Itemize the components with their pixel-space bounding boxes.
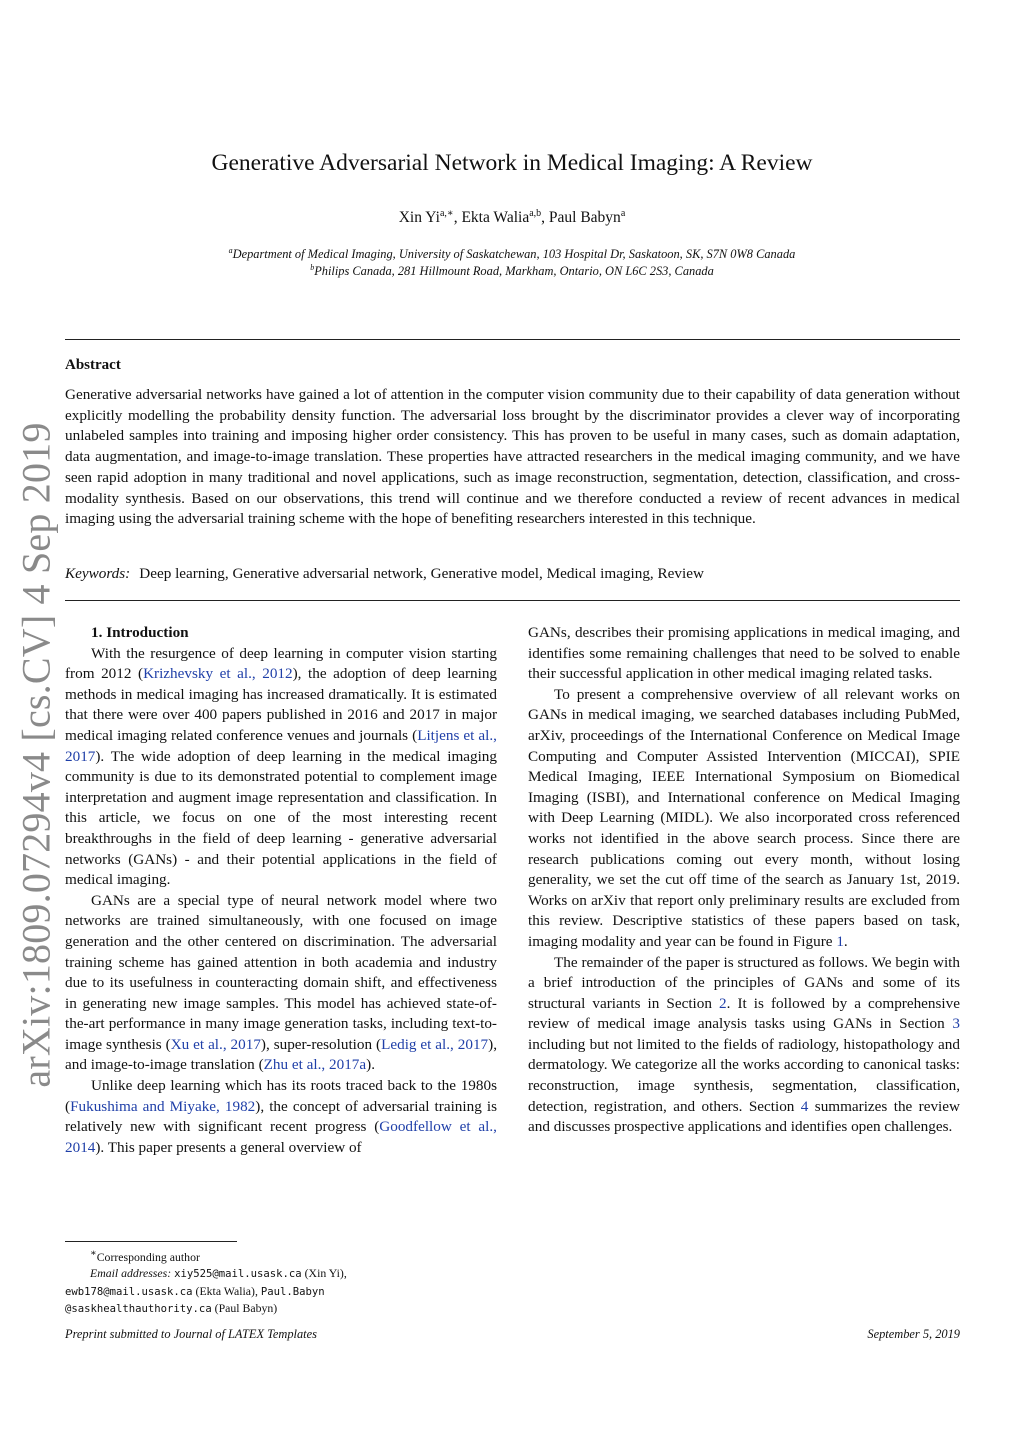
right-column <box>528 623 960 1138</box>
section-heading: 1. Introduction <box>91 624 189 641</box>
citation-link[interactable]: Goodfellow et al., 2014 <box>65 1118 497 1156</box>
abstract-heading: Abstract <box>65 357 121 373</box>
citation-link[interactable]: Zhu et al., 2017a <box>263 1056 367 1074</box>
left-column <box>65 623 497 1158</box>
section-ref-link[interactable]: 3 <box>952 1015 960 1033</box>
citation-link[interactable]: Krizhevsky et al., 2012 <box>143 665 293 683</box>
figure-ref-link[interactable]: 1 <box>836 932 844 950</box>
footnote: ∗Corresponding author Email addresses: xiy525@mail.usask.ca (Xin Yi), ewb178@mail.usask.ca (Ekta Walia), Paul.Babyn @saskhealthauthority.ca (Paul Babyn) <box>65 1248 347 1316</box>
author-sup: a,∗ <box>439 208 454 219</box>
preprint-note: Preprint submitted to Journal of LATEX Templates <box>65 1327 317 1341</box>
citation-link[interactable]: Fukushima and Miyake, 1982 <box>70 1097 256 1115</box>
author-sup: a <box>620 208 626 219</box>
paragraph: To present a comprehensive overview of all relevant works on GANs in medical imaging, we searched databases including PubMed, arXiv, proceedings of the International Conference on Medical Image Computing and Computer Assisted Intervention (MICCAI), SPIE Medical Imaging, IEEE International Symposium on Biomedical Imaging (ISBI), and International conference on Medical Imaging with Deep Learning (MIDL). We also incorporated cross referenced works not identified in the above search process. Since there are research publications coming out every month, without losing generality, we set the cut off time of the search as January 1st, 2019. Works on arXiv that report only preliminary results are excluded from this review. Descriptive statistics of these papers based on task, imaging modality and year can be found in Figure 1. <box>528 685 960 950</box>
date: September 5, 2019 <box>867 1327 960 1341</box>
affiliation-a: $^a$Department of Medical Imaging, University of Saskatchewan, 103 Hospital Dr, Saskatoon, SK, S7N 0W8 Canada <box>228 246 796 262</box>
author-name: Xin Yi <box>398 209 440 227</box>
abstract-body: Generative adversarial networks have gained a lot of attention in the computer vision community due to their capability of data generation without explicitly modelling the probability density function. The adversarial loss brought by the discriminator provides a clever way of incorporating unlabeled samples into training and imposing higher order consistency. This has proven to be useful in many cases, such as domain adaptation, data augmentation, and image-to-image translation. These properties have attracted researchers in the medical imaging community, and we have seen rapid adoption in many traditional and novel applications, such as image reconstruction, segmentation, detection, classification, and cross-modality synthesis. Based on our observations, this trend will continue and we therefore conducted a review of recent advances in medical imaging using the adversarial training scheme with the hope of benefiting researchers interested in this technique. <box>65 386 960 528</box>
top-divider <box>65 339 960 340</box>
paragraph: The remainder of the paper is structured as follows. We begin with a brief introduction of the principles of GANs and some of its structural variants in Section 2. It is followed by a comprehensive review of medical image analysis tasks using GANs in Section 3 including but not limited to the fields of radiology, histopathology and dermatology. We categorize all the works according to canonical tasks: reconstruction, image synthesis, segmentation, classification, detection, registration, and others. Section 4 summarizes the review and discusses prospective applications and identifies open challenges. <box>528 953 960 1136</box>
author-name: Paul Babyn <box>548 209 621 227</box>
paragraph: GANs, describes their promising applications in medical imaging, and identifies some remaining challenges that need to be solved to enable their successful application in other medical imaging related tasks. <box>528 624 960 683</box>
author-sup: a,b <box>529 208 542 219</box>
paragraph: With the resurgence of deep learning in computer vision starting from 2012 (Krizhevsky et al., 2012), the adoption of deep learning methods in medical imaging has increased dramatically. It is estimated that there were over 400 papers published in 2016 and 2017 in major medical imaging related conference venues and journals (Litjens et al., 2017). The wide adoption of deep learning in the medical imaging community is due to its demonstrated potential to complement image interpretation and augment image representation and classification. In this article, we focus on one of the most interesting recent breakthroughs in the field of deep learning - generative adversarial networks (GANs) - and their potential applications in the field of medical imaging. <box>65 644 498 889</box>
footnote-divider <box>65 1241 237 1242</box>
email-link[interactable]: ewb178@mail.usask.ca <box>65 1285 193 1298</box>
section-ref-link[interactable]: 2 <box>719 994 727 1012</box>
section-ref-link[interactable]: 4 <box>800 1097 809 1115</box>
paragraph: Unlike deep learning which has its roots traced back to the 1980s (Fukushima and Miyake, 1982), the concept of adversarial training is relatively new with significant recent progress (Goodfellow et al., 2014). This paper presents a general overview of <box>65 1077 497 1156</box>
affiliation-b: $^b$Philips Canada, 281 Hillmount Road, Markham, Ontario, ON L6C 2S3, Canada <box>310 263 714 279</box>
author-name: Ekta Walia <box>461 209 530 227</box>
arxiv-identifier: arXiv:1809.07294v4 [cs.CV] 4 Sep 2019 <box>13 422 59 1088</box>
paper-title: Generative Adversarial Network in Medical Imaging: A Review <box>211 150 813 176</box>
paragraph: GANs are a special type of neural network model where two networks are trained simultaneously, with one focused on image generation and the other centered on discrimination. The adversarial training scheme has gained attention in both academia and industry due to its usefulness in counteracting domain shift, and effectiveness in generating new image samples. This model has achieved state-of-the-art performance in many image generation tasks, including text-to-image synthesis (Xu et al., 2017), super-resolution (Ledig et al., 2017), and image-to-image translation (Zhu et al., 2017a). <box>65 891 498 1074</box>
author-list: Xin $Yi^{a,∗}$, Ekta Walia$^{a,b}$, Paul Babyn$^a$ <box>398 208 626 227</box>
keywords-text: Deep learning, Generative adversarial network, Generative model, Medical imaging, Review <box>139 565 704 582</box>
abstract-divider <box>65 600 960 601</box>
email-link[interactable]: @saskhealthauthority.ca <box>65 1303 212 1316</box>
keywords <box>65 565 704 583</box>
email-link[interactable]: Paul.Babyn <box>260 1285 325 1298</box>
citation-link[interactable]: Xu et al., 2017 <box>170 1035 261 1053</box>
keywords-label: Keywords: <box>65 565 131 582</box>
citation-link[interactable]: Litjens et al., 2017 <box>65 726 497 765</box>
citation-link[interactable]: Ledig et al., 2017 <box>381 1035 489 1053</box>
email-link[interactable]: xiy525@mail.usask.ca <box>174 1268 302 1281</box>
